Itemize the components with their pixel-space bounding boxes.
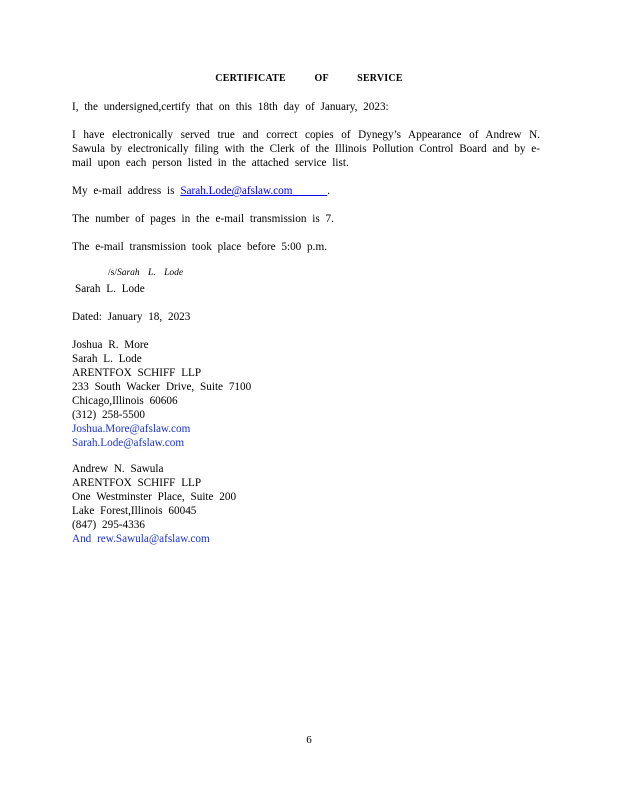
service-paragraph: I have electronically served true and correct copies of Dynegy’s Appearance of Andrew N. Sawula by electronically filing with the Clerk of the Illinois Pollution Control Board and by e-mail upon each person listed in the attached service list.: [72, 129, 540, 169]
contact-email-andrew[interactable]: And rew.Sawula@afslaw.com: [72, 533, 210, 545]
contact-street: 233 South Wacker Drive, Suite 7100: [72, 381, 252, 393]
signer-printed-name: Sarah L. Lode: [75, 283, 145, 295]
contact-block-lake-forest: [72, 462, 236, 546]
contact-city: Lake Forest,Illinois 60045: [72, 505, 197, 517]
email-address-line: [72, 184, 330, 198]
document-title: CERTIFICATE OF SERVICE: [215, 73, 403, 84]
signature-slash: /s/: [108, 268, 117, 278]
email-line-prefix: My e-mail address is: [72, 185, 175, 197]
contact-phone: (312) 258-5500: [72, 409, 145, 421]
signature: [108, 268, 183, 278]
email-line-suffix: .: [327, 185, 330, 197]
contact-email-sarah[interactable]: Sarah.Lode@afslaw.com: [72, 437, 185, 449]
pages-count-line: The number of pages in the e-mail transmission is 7.: [72, 213, 334, 225]
contact-block-chicago: [72, 338, 251, 450]
contact-name: Andrew N. Sawula: [72, 463, 164, 475]
contact-firm: ARENTFOX SCHIFF LLP: [72, 367, 202, 379]
contact-name-1: Joshua R. More: [72, 339, 149, 351]
contact-city: Chicago,Illinois 60606: [72, 395, 178, 407]
email-link-underline-pad: [292, 185, 327, 197]
intro-paragraph: I, the undersigned,certify that on this 18th day of January, 2023:: [72, 101, 389, 113]
sender-email-link[interactable]: Sarah.Lode@afslaw.com: [180, 185, 293, 197]
contact-firm: ARENTFOX SCHIFF LLP: [72, 477, 202, 489]
dated-line: Dated: January 18, 2023: [72, 311, 191, 323]
contact-email-joshua[interactable]: Joshua.More@afslaw.com: [72, 423, 191, 435]
contact-street: One Westminster Place, Suite 200: [72, 491, 237, 503]
signature-script: Sarah L. Lode: [116, 268, 184, 278]
contact-phone: (847) 295-4336: [72, 519, 145, 531]
transmission-time-line: The e-mail transmission took place before 5:00 p.m.: [72, 241, 327, 253]
page-number: 6: [306, 734, 312, 746]
contact-name-2: Sarah L. Lode: [72, 353, 142, 365]
